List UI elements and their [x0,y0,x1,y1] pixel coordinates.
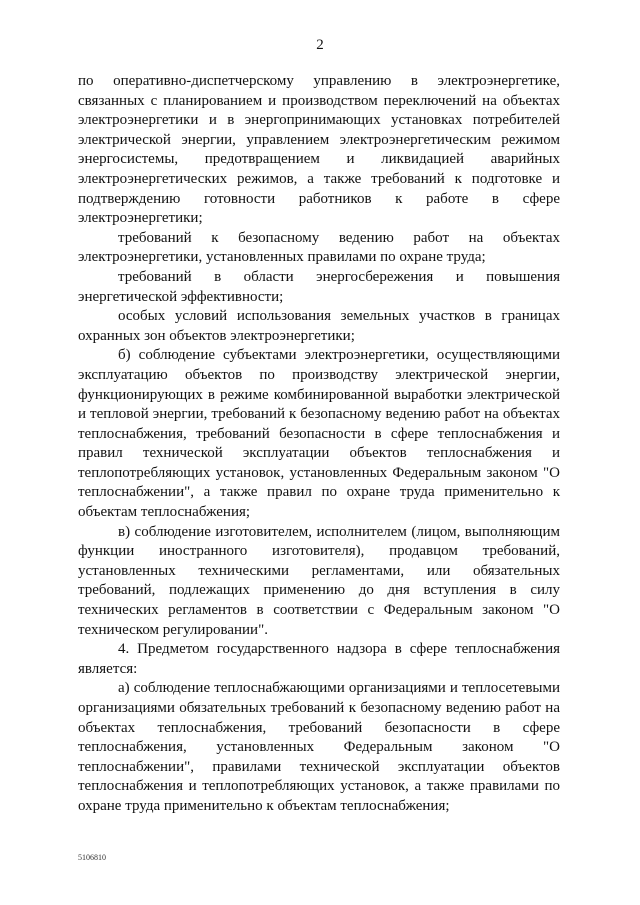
paragraph: требований к безопасному ведению работ на объектах электроэнергетики, установленных правилами по охране труда; [78,229,560,266]
paragraph: особых условий использования земельных участков в границах охранных зон объектов электроэнергетики; [78,308,560,344]
paragraph: а) соблюдение теплоснабжающими организациями и теплосетевыми организациями обязательных требований к безопасному ведению работ на объектах теплоснабжения, требований безопасности в сфере теплоснабжения, установленных Федеральным законом "О теплоснабжении", правилами технической эксплуатации объектов теплоснабжения и теплопотребляющих установок, а также правилами по охране труда применительно к объектам теплоснабжения; [78,680,560,814]
paragraph: в) соблюдение изготовителем, исполнителем (лицом, выполняющим функции иностранного изготовителя), продавцом требований, установленных техническими регламентами, или обязательных требований, подлежащих применению до дня вступления в силу технических регламентов в соответствии с Федеральным законом "О техническом регулировании". [78,523,560,638]
document-code: 5106810 [78,853,106,862]
paragraph: по оперативно-диспетчерскому управлению в электроэнергетике, связанных с планированием и производством переключений на объектах электроэнергетики и в энергопринимающих установках потребителей электрической энергии, управлением электроэнергетическим режимом энергосистемы, предотвращением и ликвидацией аварийных электроэнергетических режимов, а также требований к подготовке и подтверждению готовности работников к работе в сфере электроэнергетики; [78,73,560,227]
document-body [78,72,560,817]
paragraph: 4. Предметом государственного надзора в сфере теплоснабжения является: [78,641,560,677]
page-number: 2 [316,37,324,53]
paragraph: требований в области энергосбережения и повышения энергетической эффективности; [78,268,560,305]
paragraph: б) соблюдение субъектами электроэнергетики, осуществляющими эксплуатацию объектов по производству электрической энергии, функционирующих в режиме комбинированной выработки электрической и тепловой энергии, требований к безопасному ведению работ на объектах теплоснабжения, требований безопасности в сфере теплоснабжения и правил технической эксплуатации объектов теплоснабжения и теплопотребляющих установок, установленных Федеральным законом "О теплоснабжении", а также правил по охране труда применительно к объектам теплоснабжения; [78,347,560,521]
